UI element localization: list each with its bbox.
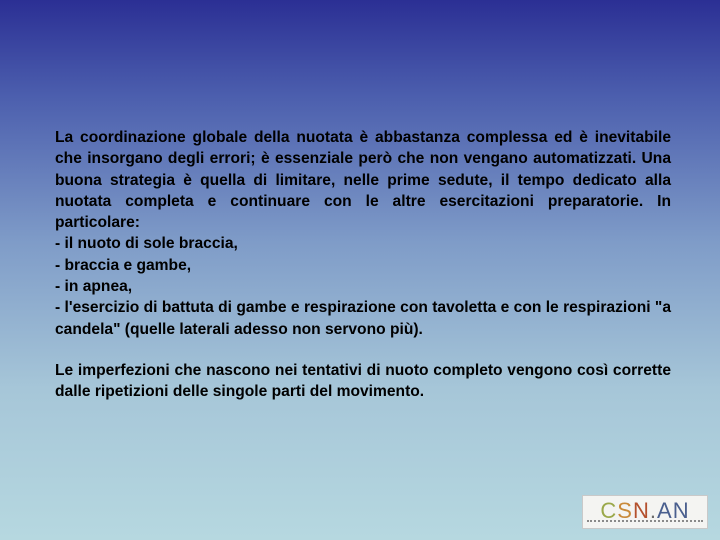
logo-tagline: [587, 520, 703, 525]
logo-letter-n: N: [632, 498, 650, 523]
logo-letter-s: S: [617, 498, 633, 523]
list-item: - l'esercizio di battuta di gambe e respirazione con tavoletta e con le respirazioni "a candela" (quelle laterali adesso non servono più).: [55, 299, 671, 338]
exercise-list: [55, 233, 671, 339]
slide-body: [55, 127, 671, 403]
logo-letter-c: C: [600, 498, 618, 523]
list-item: - in apnea,: [55, 278, 133, 296]
list-item: - braccia e gambe,: [55, 256, 192, 274]
csnan-logo: [582, 495, 708, 529]
logo-letter-n2: N: [672, 498, 690, 523]
intro-paragraph: La coordinazione globale della nuotata è abbastanza complessa ed è inevitabile che insorgano degli errori; è essenziale però che non vengano automatizzati. Una buona strategia è quella di limitare, nelle prime sedute, il tempo dedicato alla nuotata completa e continuare con le altre esercitazioni preparatorie. In particolare:: [55, 129, 671, 232]
logo-letter-a: A: [657, 498, 673, 523]
conclusion-paragraph: Le imperfezioni che nascono nei tentativi di nuoto completo vengono così corrette dalle ripetizioni delle singole parti del movimento.: [55, 361, 671, 401]
logo-dot: .: [649, 498, 657, 523]
list-item: - il nuoto di sole braccia,: [55, 235, 238, 253]
